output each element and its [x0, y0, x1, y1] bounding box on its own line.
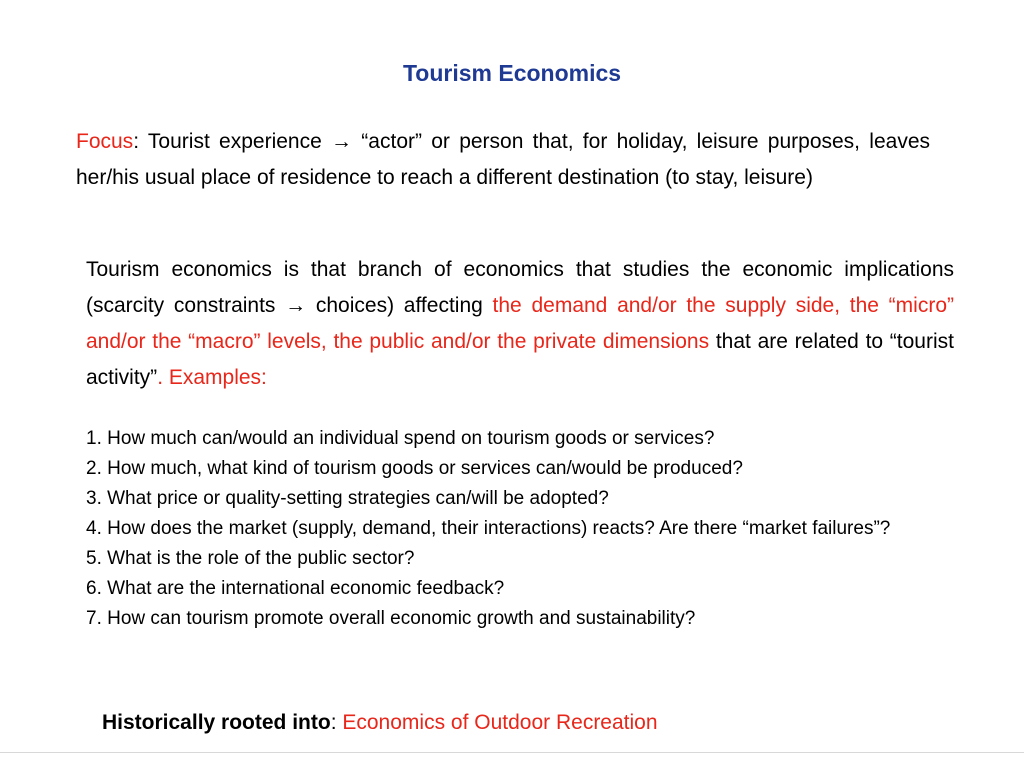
list-item: 4. How does the market (supply, demand, their interactions) reacts? Are there “market failures”? [86, 518, 891, 539]
slide-title: Tourism Economics [402, 60, 622, 86]
list-item: 1. How much can/would an individual spend on tourism goods or services? [86, 428, 715, 449]
definition-paragraph [86, 252, 954, 396]
roots-line [102, 706, 658, 740]
list-item: 6. What are the international economic feedback? [86, 578, 505, 599]
focus-text: Tourist experience → “actor” or person that, for holiday, leisure purposes, leaves her/his usual place of residence to reach a different destination (to stay, leisure) [76, 130, 930, 189]
list-item: 5. What is the role of the public sector? [86, 548, 415, 569]
definition-highlight: the demand and/or the supply side, the “micro” and/or the “macro” levels, the public and/or the private dimensions [86, 294, 955, 353]
roots-separator: : [330, 711, 343, 734]
definition-intro: Tourism economics is that branch of economics that studies the economic implications (scarcity constraints → choices) affecting [86, 258, 954, 317]
questions-list [86, 424, 946, 634]
roots-label: Historically rooted into [102, 711, 331, 734]
bottom-divider [0, 752, 1024, 753]
list-item: 7. How can tourism promote overall economic growth and sustainability? [86, 608, 696, 629]
focus-separator: : [133, 130, 148, 153]
definition-middle: that are related to “tourist activity” [86, 330, 954, 389]
examples-label: . Examples: [157, 366, 267, 389]
list-item: 2. How much, what kind of tourism goods or services can/would be produced? [86, 458, 743, 479]
list-item: 3. What price or quality-setting strategies can/will be adopted? [86, 488, 609, 509]
focus-paragraph [76, 124, 930, 196]
roots-value: Economics of Outdoor Recreation [342, 711, 658, 734]
focus-label: Focus [76, 130, 134, 153]
